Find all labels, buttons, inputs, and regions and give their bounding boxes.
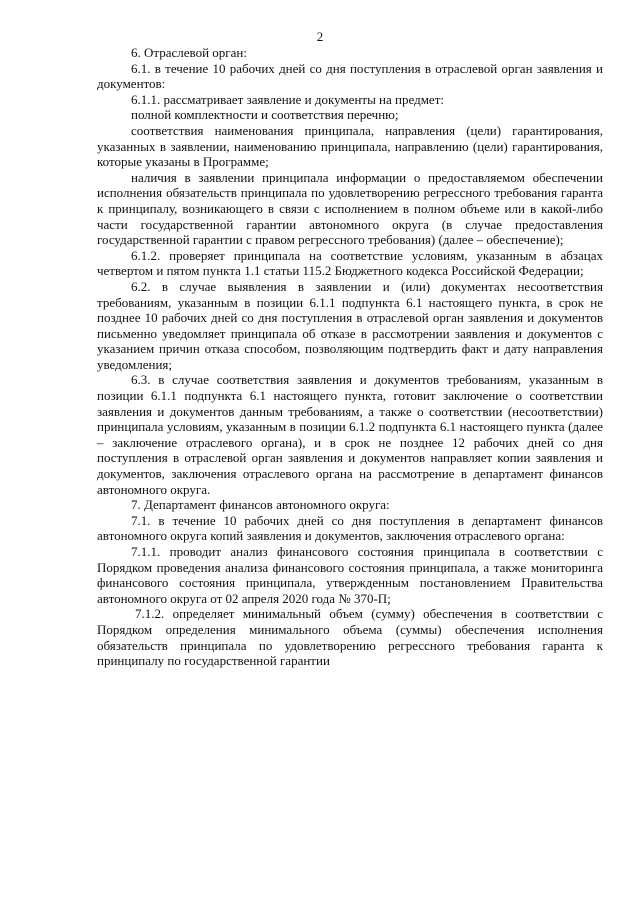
document-body xyxy=(97,45,603,669)
clause-6-2: 6.2. в случае выявления в заявлении и (или) документах несоответствия требованиям, указанным в позиции 6.1.1 подпункта 6.1 настоящего пункта, в срок не позднее 10 рабочих дней со дня поступления в отраслевой орган заявления и документов письменно уведомляет принципала об отказе в рассмотрении заявления и документов с указанием причин отказа способом, позволяющим подтвердить факт и дату направления уведомления; xyxy=(97,278,603,372)
criterion-compliance: соответствия наименования принципала, направления (цели) гарантирования, указанных в заявлении, наименованию принципала, направлению (цели) гарантирования, которые указаны в Программе; xyxy=(97,122,603,170)
clause-6-3: 6.3. в случае соответствия заявления и документов требованиям, указанным в позиции 6.1.1 подпункта 6.1 настоящего пункта, готовит заключение о соответствии заявления и документов данным требованиям, а также о соответствии (несоответствии) принципала условиям, указанным в позиции 6.1.2 подпункта 6.1 настоящего пункта (далее – заключение отраслевого органа), и в срок не позднее 12 рабочих дней со дня поступления в отраслевой орган заявления и документов направляет копии заявления и документов, заключения отраслевого органа на рассмотрение в департамент финансов автономного округа. xyxy=(97,372,603,497)
clause-6-1: 6.1. в течение 10 рабочих дней со дня поступления в отраслевой орган заявления и документов: xyxy=(97,60,603,92)
clause-6-1-1: 6.1.1. рассматривает заявление и документы на предмет: xyxy=(131,91,444,107)
page-number: 2 xyxy=(316,29,324,44)
clause-7-1: 7.1. в течение 10 рабочих дней со дня поступления в департамент финансов автономного округа копий заявления и документов, заключения отраслевого органа: xyxy=(97,512,603,544)
criterion-completeness: полной комплектности и соответствия перечню; xyxy=(131,107,399,123)
section-heading-7: 7. Департамент финансов автономного округа: xyxy=(131,497,390,513)
criterion-security-info: наличия в заявлении принципала информации о предоставляемом обеспечении исполнения обязательств принципала по удовлетворению регрессного требования гаранта к принципалу, возникающего в связи с исполнением в полном объеме или в какой-либо части государственной гарантии автономного округа (в случае предоставления государственной гарантии с правом регрессного требования) (далее – обеспечение); xyxy=(97,169,603,248)
clause-7-1-2: 7.1.2. определяет минимальный объем (сумму) обеспечения в соответствии с Порядком определения минимального объема (суммы) обеспечения исполнения обязательств принципала по удовлетворению регрессного требования гаранта к принципалу по государственной гарантии xyxy=(97,606,603,669)
clause-7-1-1: 7.1.1. проводит анализ финансового состояния принципала в соответствии с Порядком проведения анализа финансового состояния принципала, а также мониторинга финансового состояния принципала, утвержденным постановлением Правительства автономного округа от 02 апреля 2020 года № 370-П; xyxy=(97,544,603,606)
section-heading-6: 6. Отраслевой орган: xyxy=(131,45,247,60)
clause-6-1-2: 6.1.2. проверяет принципала на соответствие условиям, указанным в абзацах четвертом и пятом пункта 1.1 статьи 115.2 Бюджетного кодекса Российской Федерации; xyxy=(97,247,603,279)
